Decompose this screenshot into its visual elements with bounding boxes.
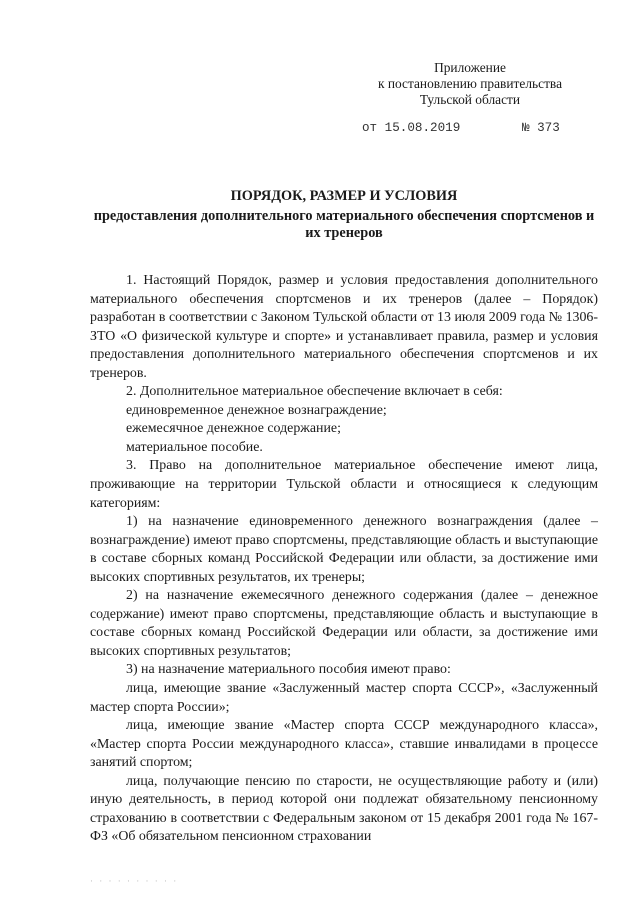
- title-main: ПОРЯДОК, РАЗМЕР И УСЛОВИЯ: [230, 188, 458, 204]
- title-sub: предоставления дополнительного материального обеспечения спортсменов и их тренеров: [93, 208, 595, 241]
- decree-number: № 373: [522, 121, 560, 135]
- paragraph: лица, получающие пенсию по старости, не осуществляющие работу и (или) иную деятельность, в период которой они подлежат обязательному пенсионному страхованию в соответствии с Федеральным законом от 15 декабря 2001 года № 167-ФЗ «Об обязательном пенсионном страховании: [90, 773, 598, 845]
- paragraph: 3) на назначение материального пособия имеют право:: [126, 662, 451, 678]
- paragraph: 1. Настоящий Порядок, размер и условия предоставления дополнительного материального обеспечения спортсменов и их тренеров (далее – Порядок) разработан в соответствии с Законом Тульской области от 13 июля 2009 года № 1306-ЗТО «О физической культуре и спорте» и устанавливает правила, размер и условия предоставления дополнительного материального обеспечения спортсменов и их тренеров.: [90, 273, 598, 381]
- paragraph: 2) на назначение ежемесячного денежного содержания (далее – денежное содержание) имеют право спортсмены, представляющие область и выступающие в составе сборных команд Российской Федерации или области, за достижение ими высоких спортивных результатов;: [90, 588, 598, 659]
- paragraph: 2. Дополнительное материальное обеспечение включает в себя:: [126, 384, 503, 400]
- paragraph: лица, имеющие звание «Мастер спорта СССР международного класса», «Мастер спорта России международного класса», ставшие инвалидами в процессе занятий спортом;: [90, 718, 598, 771]
- paragraph: 1) на назначение единовременного денежного вознаграждения (далее – вознаграждение) имеют право спортсмены, представляющие область и выступающие в составе сборных команд Российской Федерации или области, за достижение ими высоких спортивных результатов, их тренеры;: [90, 514, 598, 585]
- paragraph: лица, имеющие звание «Заслуженный мастер спорта СССР», «Заслуженный мастер спорта России»;: [90, 681, 598, 715]
- paragraph: ежемесячное денежное содержание;: [126, 421, 341, 437]
- paragraph: 3. Право на дополнительное материальное обеспечение имеют лица, проживающие на территории Тульской области и относящиеся к следующим категориям:: [90, 458, 598, 511]
- paragraph: единовременное денежное вознаграждение;: [126, 402, 387, 418]
- decree-date: от 15.08.2019: [362, 121, 461, 135]
- annex-line: Тульской области: [419, 92, 521, 107]
- annex-block: [360, 60, 580, 108]
- paragraph: материальное пособие.: [126, 439, 263, 455]
- scan-noise: · · · · · · · · · ·: [90, 876, 179, 886]
- annex-line: Приложение: [434, 60, 506, 75]
- document-title: [90, 188, 598, 242]
- document-body: [90, 272, 598, 847]
- annex-line: к постановлению правительства: [377, 76, 563, 91]
